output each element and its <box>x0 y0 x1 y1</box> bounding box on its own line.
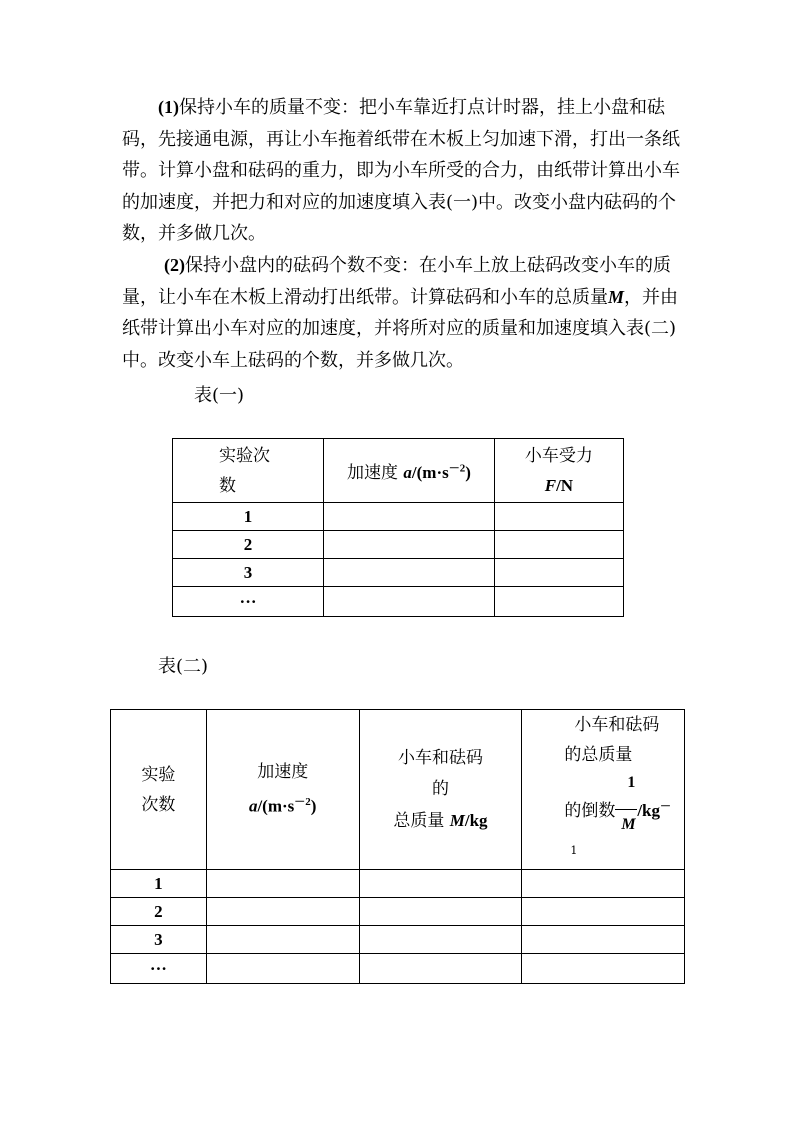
table-2-row-num: 3 <box>111 926 207 954</box>
table-cell <box>324 503 495 531</box>
table-row <box>111 898 685 926</box>
table-row <box>173 587 624 617</box>
table-2-header-row <box>111 710 685 870</box>
paragraph-2-number: (2) <box>164 255 185 275</box>
table-2-caption: 表(二) <box>158 656 209 677</box>
table-cell <box>522 926 685 954</box>
table-cell <box>324 531 495 559</box>
table-1-row-num: 2 <box>173 531 324 559</box>
table-row <box>173 559 624 587</box>
table-cell <box>359 870 522 898</box>
table-cell <box>494 503 623 531</box>
paragraph-2-var: M <box>608 286 625 307</box>
table-cell <box>324 559 495 587</box>
table-cell <box>494 559 623 587</box>
table-row <box>173 531 624 559</box>
paragraph-1 <box>122 92 682 250</box>
table-1-row-num: 1 <box>173 503 324 531</box>
table-row <box>111 870 685 898</box>
table-1-header-force: 小车受力 F/N <box>494 439 623 503</box>
table-1-header-trials: 实验次数 <box>173 439 324 503</box>
paragraph-1-number: (1) <box>158 97 179 117</box>
paragraph-2-text-a: 保持小盘内的砝码个数不变：在小车上放上砝码改变小车的质量，让小车在木板上滑动打出纸带。计算砝码和小车的总质量 <box>122 255 671 308</box>
paragraph-1-text: 保持小车的质量不变：把小车靠近打点计时器，挂上小盘和砝码，先接通电源，再让小车拖着纸带在木板上匀加速下滑，打出一条纸带。计算小盘和砝码的重力，即为小车所受的合力，由纸带计算出小车的加速度，并把力和对应的加速度填入表(一)中。改变小盘内砝码的个数，并多做几次。 <box>122 97 680 244</box>
table-2-row-num: ··· <box>111 954 207 984</box>
table-cell <box>206 926 359 954</box>
table-2-header-total-mass: 小车和砝码 的 总质量 M/kg <box>359 710 522 870</box>
table-2-row-num: 2 <box>111 898 207 926</box>
table-cell <box>206 870 359 898</box>
paragraph-2-text-b: ，并由纸带计算出小车对应的加速度，并将所对应的质量和加速度填入表(二)中。改变小车上砝码的个数，并多做几次。 <box>122 286 679 371</box>
fraction-bar <box>615 809 637 810</box>
table-1-header-acceleration: 加速度 $a/(m\cdot s^{-2})$ <box>324 439 495 503</box>
table-cell <box>359 954 522 984</box>
table-cell <box>206 898 359 926</box>
table-2 <box>110 709 685 984</box>
table-cell <box>359 898 522 926</box>
table-2-header-reciprocal-mass: 小车和砝码 的总质量 1 的倒数 /kg－ M 1 <box>522 710 685 870</box>
table-1-header-row <box>173 439 624 503</box>
table-cell <box>522 954 685 984</box>
table-cell <box>494 531 623 559</box>
table-1 <box>172 438 624 617</box>
paragraph-2 <box>122 250 682 376</box>
table-cell <box>522 870 685 898</box>
table-row <box>111 926 685 954</box>
table-cell <box>206 954 359 984</box>
table-cell <box>494 587 623 617</box>
table-row <box>173 503 624 531</box>
table-1-row-num: ··· <box>173 587 324 617</box>
table-cell <box>522 898 685 926</box>
table-1-row-num: 3 <box>173 559 324 587</box>
table-2-header-acceleration: 加速度 $a/(m\cdot s^{-2})$ <box>206 710 359 870</box>
table-cell <box>324 587 495 617</box>
table-2-row-num: 1 <box>111 870 207 898</box>
table-cell <box>359 926 522 954</box>
table-1-caption: 表(一) <box>194 385 245 406</box>
table-row <box>111 954 685 984</box>
table-2-header-trials: 实验 次数 <box>111 710 207 870</box>
